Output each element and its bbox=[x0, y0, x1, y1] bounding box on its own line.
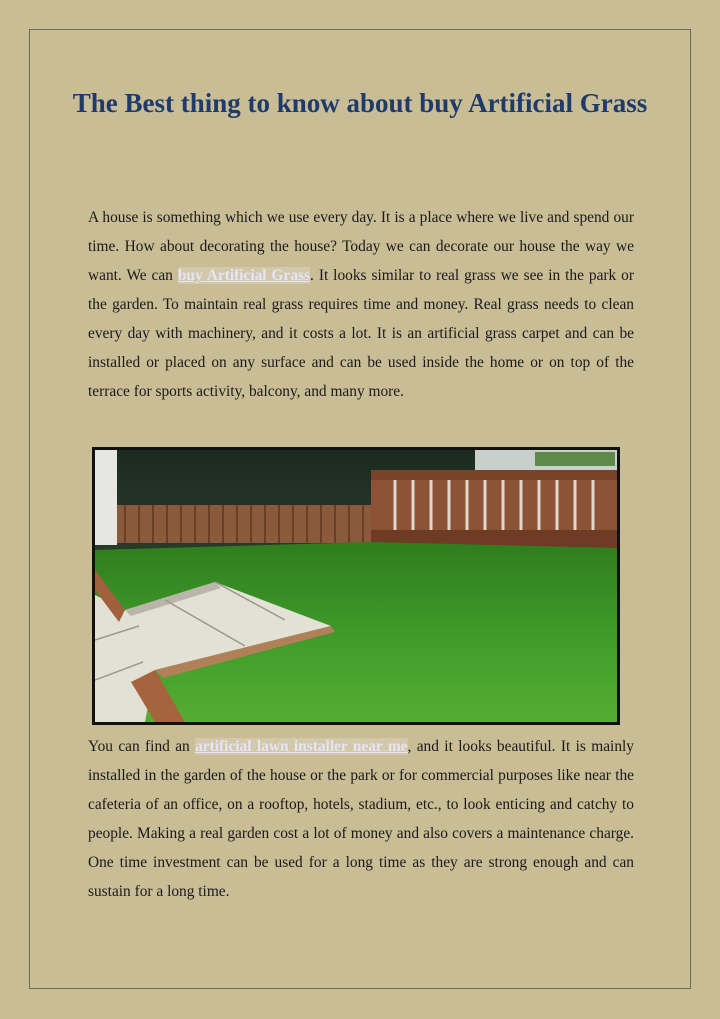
paragraph-installer bbox=[88, 732, 634, 906]
artificial-grass-lawn-photo bbox=[92, 447, 620, 725]
document-title: The Best thing to know about buy Artificial Grass bbox=[72, 88, 648, 118]
paragraph-intro-text-start: A house is something which we use every day. It is a place where we live and spend our time. How about decorating the house? Today we can decorate our house the way we want. We can bbox=[88, 209, 634, 284]
paragraph-intro bbox=[88, 203, 634, 406]
buy-artificial-grass-link[interactable]: buy Artificial Grass bbox=[177, 267, 311, 284]
paragraph-installer-text-start: You can find an bbox=[88, 738, 196, 755]
artificial-lawn-installer-link[interactable]: artificial lawn installer near me bbox=[195, 738, 408, 755]
paragraph-intro-text-end: . It looks similar to real grass we see in the park or the garden. To maintain real grass requires time and money. Real grass needs to clean every day with machinery, and it costs a lot. It is an artificial grass carpet and can be installed or placed on any surface and can be used inside the home or on top of the terrace for sports activity, balcony, and many more. bbox=[88, 267, 634, 400]
paragraph-installer-text-end: , and it looks beautiful. It is mainly installed in the garden of the house or the park or for commercial purposes like near the cafeteria of an office, on a rooftop, hotels, stadium, etc., to look enticing and catchy to people. Making a real garden cost a lot of money and also covers a maintenance charge. One time investment can be used for a long time as they are strong enough and can sustain for a long time. bbox=[88, 738, 634, 900]
